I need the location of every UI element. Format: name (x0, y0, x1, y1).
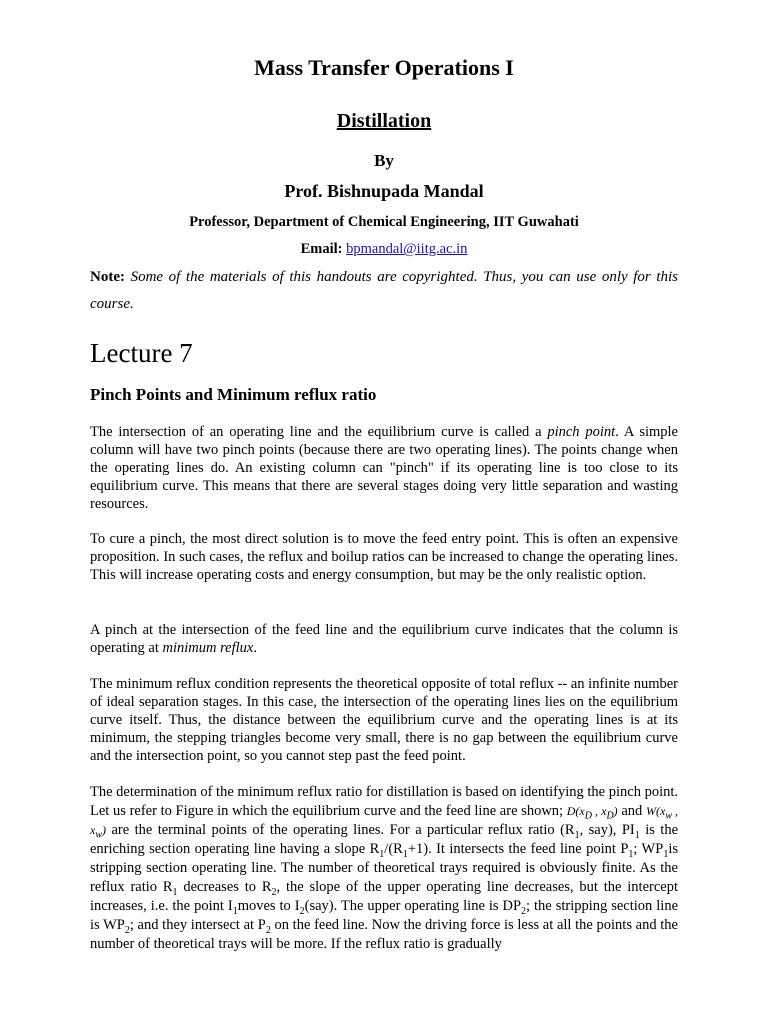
paragraph-minimum-reflux (90, 622, 678, 658)
p3-text-b: . (253, 639, 257, 656)
author-name: Prof. Bishnupada Mandal (284, 181, 484, 201)
copyright-note (90, 264, 678, 318)
p5-text-a: The determination of the minimum reflux ratio for distillation is based on identifying the pinch point. Let us refer to Figure in which the equilibrium curve and the feed line are shown; (90, 784, 678, 819)
document-subtitle: Distillation (336, 110, 432, 132)
p1-text-a: The intersection of an operating line and the equilibrium curve is called a (90, 424, 542, 440)
email-label: Email: (300, 241, 343, 257)
p1-text-b: . A simple column will have two pinch points (because there are two operating lines). The points change when the operating lines do. An existing column can "pinch" if its operating line is too close to its equilibrium curve. This means that there are several stages doing very little separation and wasting resources. (90, 424, 678, 512)
email-link[interactable]: bpmandal@iitg.ac.in (346, 241, 468, 257)
math-d-point: $D(x_D$ , $x_D$) (566, 804, 618, 822)
paragraph-determination: The determination of the minimum reflux ratio for distillation is based on identifying the pinch point. Let us refer to Figure in which the equilibrium curve and the feed line are shown; $D(x_D$ , $x_D$) and $W(x_w$ , $x_w$) are the terminal points of the operating lines. For a particular reflux ratio ($R_1$, say), $PI_1$ is the enriching section operating line having a slope $R_1/(R_1+1)$. It intersects the feed line point $P_1$; $WP_1is$ stripping section operating line. The number of theoretical trays required is obviously finite. As the reflux ratio $R_1$ decreases to $R_2$, the slope of the upper operating line decreases, but the intercept increases, i.e. the point $I_1moves$ to $I_2(say)$. The upper operating line is $DP_2$; the stripping section line is $WP_2$; and they intersect at $P_2$ on the feed line. Now the driving force is less at all the points and the number of theoretical trays will be more. If the reflux ratio is gradually (90, 784, 679, 952)
note-text: Some of the materials of this handouts are copyrighted. Thus, you can use only for this course. (90, 269, 678, 312)
author-affiliation: Professor, Department of Chemical Engineering, IIT Guwahati (189, 214, 579, 230)
paragraph-pinch-point (90, 424, 678, 514)
p3-text-a: A pinch at the intersection of the feed line and the equilibrium curve indicates that the column is operating at (90, 622, 678, 656)
by-label: By (374, 151, 394, 170)
paragraph-cure-pinch: To cure a pinch, the most direct solution is to move the feed entry point. This is often an expensive proposition. In such cases, the reflux and boilup ratios can be increased to change the operating lines. This will increase operating costs and energy consumption, but may be the only realistic option. (90, 531, 678, 583)
math-w-point: $W(x_w$ , $x_w$) (90, 804, 679, 841)
lecture-heading: Lecture 7 (90, 338, 193, 368)
paragraph-minimum-reflux-condition: The minimum reflux condition represents the theoretical opposite of total reflux -- an infinite number of ideal separation stages. In this case, the intersection of the operating lines lies on the equilibrium curve itself. Thus, the distance between the equilibrium curve and the operating lines is at its minimum, the stepping triangles become very small, there is no gap between the equilibrium curve and the intersection point, so you cannot step past the feed point. (90, 676, 678, 764)
p1-emphasis: pinch point (547, 424, 616, 440)
document-title: Mass Transfer Operations I (254, 55, 514, 80)
p5-and: and (621, 803, 643, 819)
section-heading: Pinch Points and Minimum reflux ratio (90, 385, 377, 404)
note-label: Note: (90, 269, 125, 285)
p3-emphasis: minimum reflux (162, 639, 254, 656)
email-line (0, 241, 768, 258)
